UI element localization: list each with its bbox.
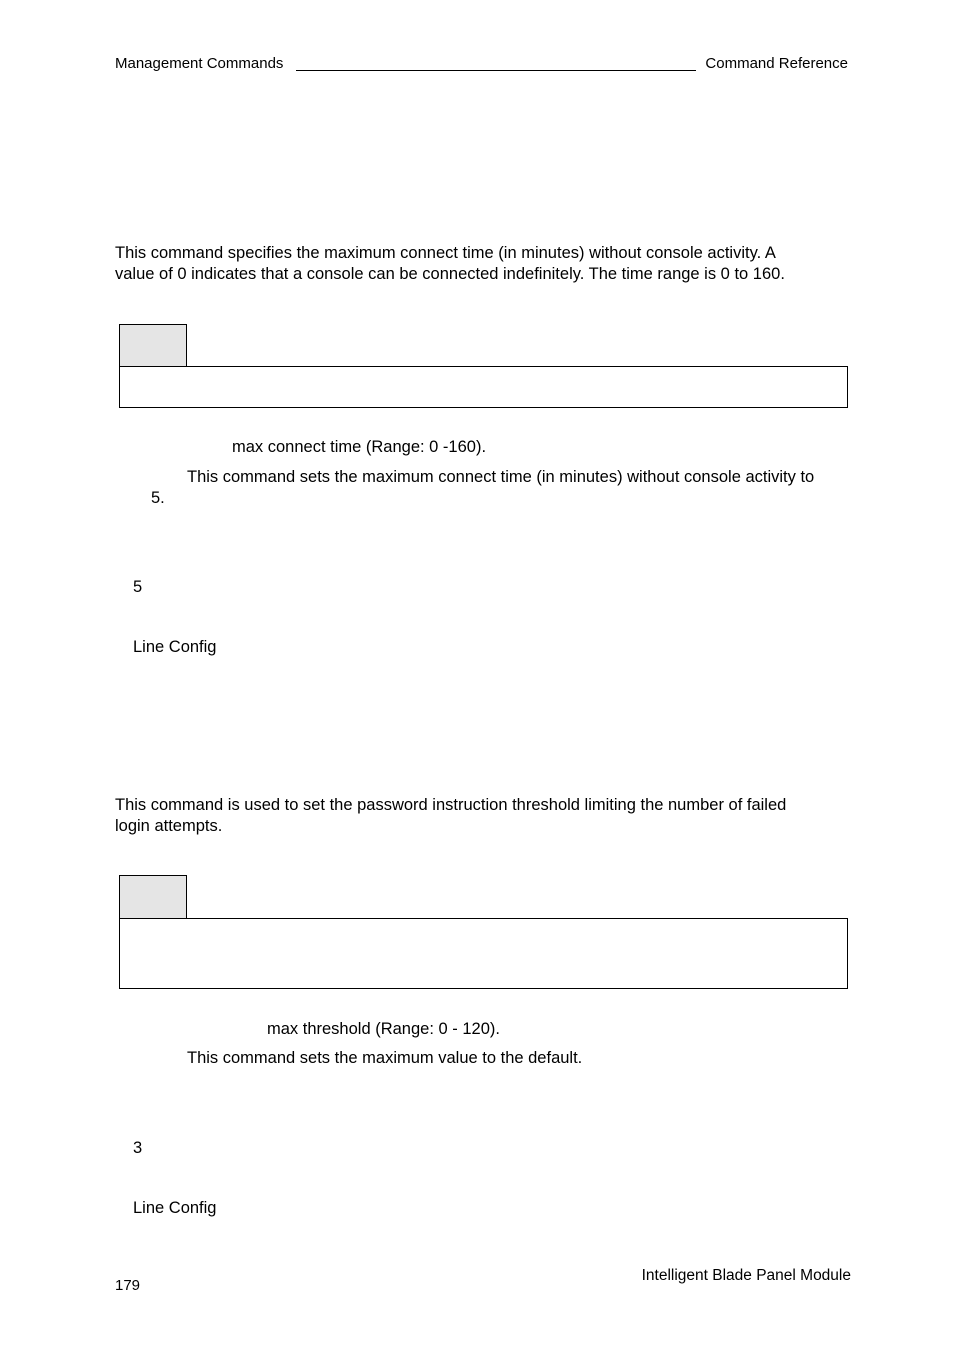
page-number: 179 [115,1277,141,1294]
command-description-line: login attempts. [115,817,223,835]
parameter-description: max connect time (Range: 0 -160). [232,438,487,456]
syntax-box [119,918,848,989]
default-form-line: This command sets the maximum connect time (in minutes) without console activity to [187,468,815,486]
command-description-line: value of 0 indicates that a console can be connected indefinitely. The time range is 0 to 160. [115,265,785,283]
command-description [115,243,851,285]
header-doc-title: Command Reference [705,55,848,72]
syntax-box [119,366,848,408]
syntax-box-tab [119,875,187,919]
default-value: 3 [133,1139,143,1157]
command-mode: Line Config [133,638,217,656]
default-value: 5 [133,578,143,596]
header-section-title: Management Commands [115,55,284,72]
syntax-box-tab [119,324,187,367]
header-rule [296,70,696,71]
parameter-description: max threshold (Range: 0 - 120). [267,1020,500,1038]
command-description-line: This command specifies the maximum connect time (in minutes) without console activity. A [115,244,776,262]
command-description-line: This command is used to set the password instruction threshold limiting the number of failed [115,796,787,814]
default-form-description [151,467,851,509]
command-mode: Line Config [133,1199,217,1217]
command-description [115,795,851,837]
default-form-line: 5. [151,489,165,507]
footer-product-name: Intelligent Blade Panel Module [641,1267,851,1284]
default-form-description: This command sets the maximum value to the default. [187,1049,583,1067]
